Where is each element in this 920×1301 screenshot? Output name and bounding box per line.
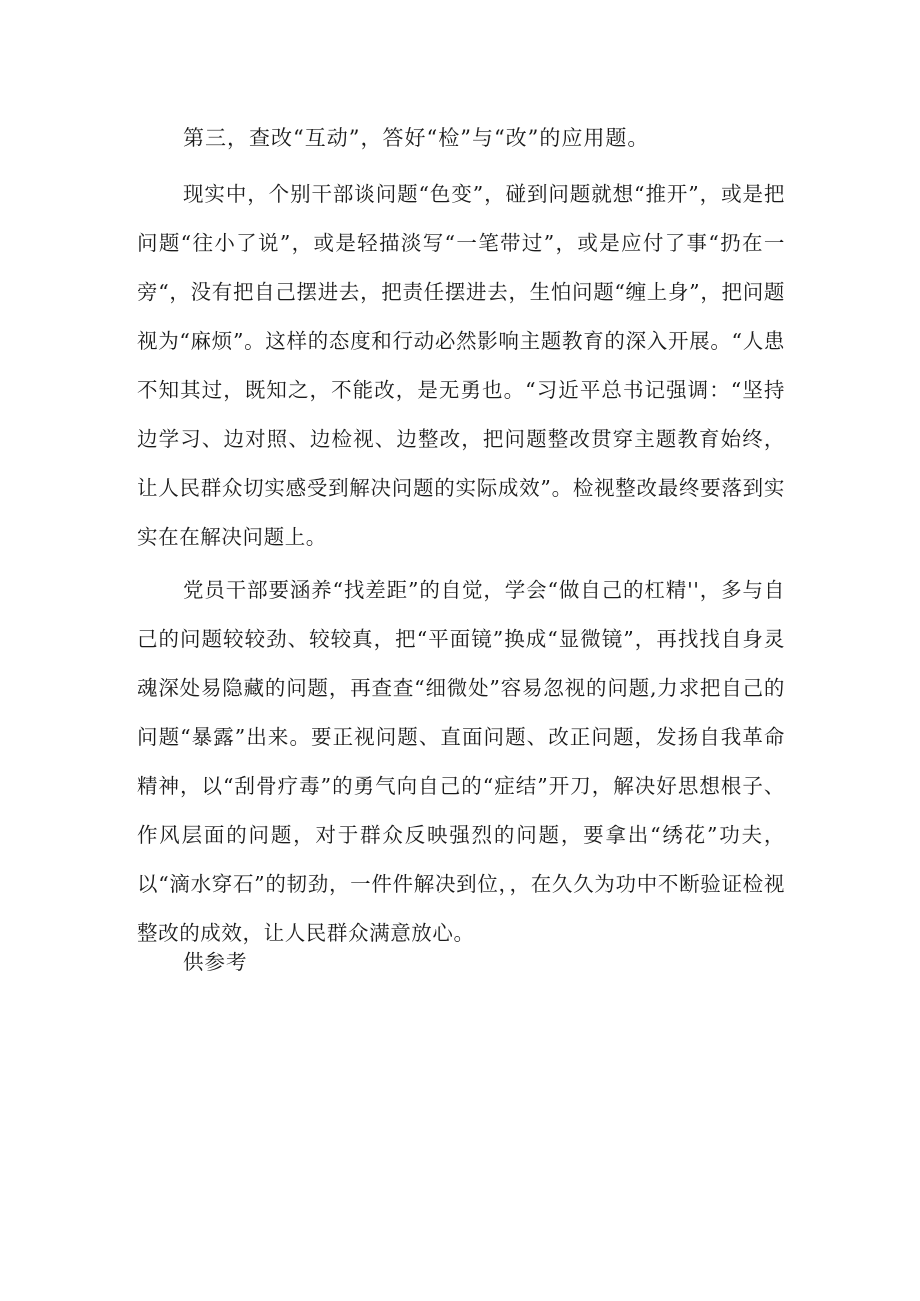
section-heading: 第三，查改“互动”，答好“检”与“改”的应用题。 bbox=[183, 126, 650, 150]
paragraph-2: 党员干部要涵养“找差距”的自觉，学会“做自己的杠精''，多与自己的问题较较劲、较较真，把“平面镜”换成“显微镜”，再找找自身灵魂深处易隐藏的问题，再查查“细微处”容易忽视的问题,力求把自己的问题“暴露”出来。要正视问题、直面问题、改正问题，发扬自我革命精神，以“刮骨疗毒”的勇气向自己的“症结”开刀，解决好思想根子、作风层面的问题，对于群众反映强烈的问题，要拿出“绣花”功夫，以“滴水穿石”的韧劲，一件件解决到位，，在久久为功中不断验证检视整改的成效，让人民群众满意放心。 bbox=[137, 578, 785, 945]
paragraph-1: 现实中，个别干部谈问题“色变”，碰到问题就想“推开”，或是把问题“往小了说”，或是轻描淡写“一笔带过”，或是应付了事“扔在一旁“，没有把自己摆进去，把责任摆进去，生怕问题“缠上身”，把问题视为“麻烦”。这样的态度和行动必然影响主题教育的深入开展。“人患不知其过，既知之，不能改，是无勇也。“习近平总书记强调：“坚持边学习、边对照、边检视、边整改，把问题整改贯穿主题教育始终，让人民群众切实感受到解决问题的实际成效”。检视整改最终要落到实实在在解决问题上。 bbox=[137, 182, 785, 549]
closing-note: 供参考 bbox=[183, 950, 248, 974]
